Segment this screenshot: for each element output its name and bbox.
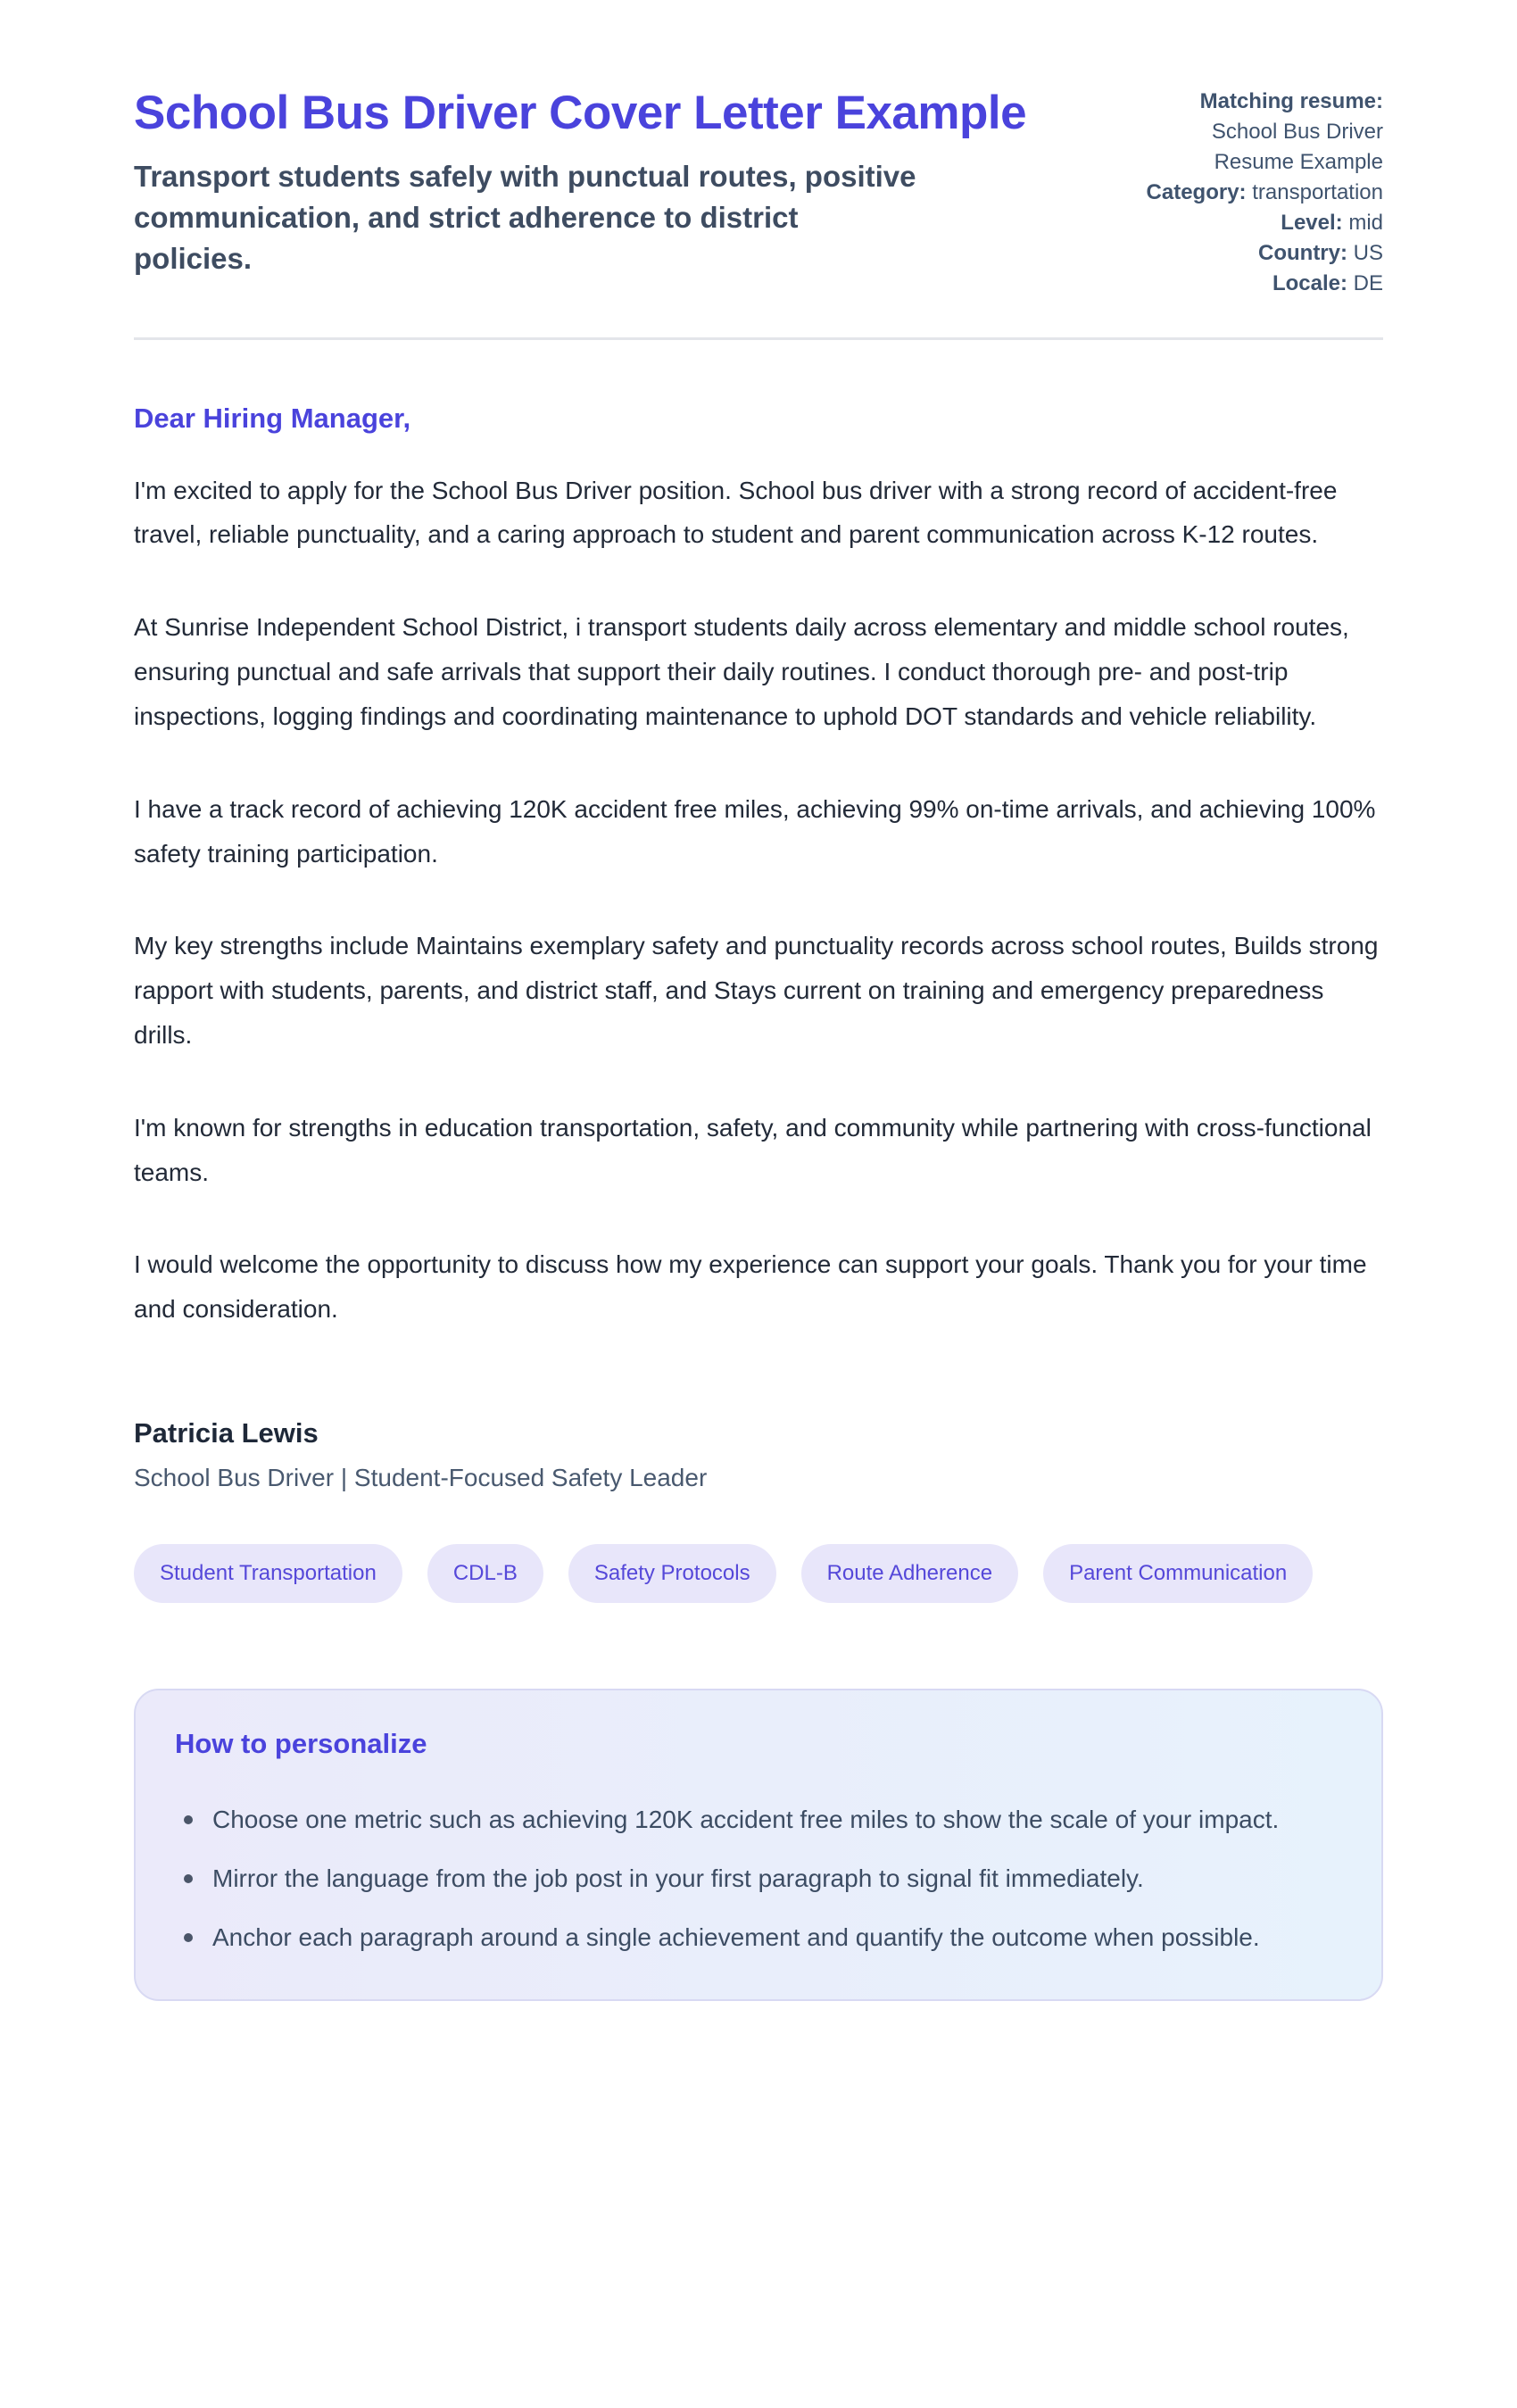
- meta-label: Category:: [1146, 180, 1247, 205]
- meta-item: [1140, 269, 1383, 299]
- header-divider: [134, 337, 1383, 340]
- personalize-bullet: Mirror the language from the job post in your first paragraph to signal fit immediately.: [175, 1856, 1340, 1901]
- letter-paragraphs: [134, 469, 1383, 1333]
- tag-pill: Safety Protocols: [568, 1544, 776, 1603]
- meta-item: [1140, 238, 1383, 269]
- personalize-heading: How to personalize: [175, 1728, 427, 1760]
- meta-label: Locale:: [1272, 271, 1347, 296]
- letter-paragraph: My key strengths include Maintains exemplary safety and punctuality records across school routes, Builds strong rapport with students, parents, and district staff, and Stays current on training and emergency preparedness drills.: [134, 932, 1379, 1049]
- meta-value: DE: [1353, 271, 1383, 296]
- signature-name: Patricia Lewis: [134, 1417, 319, 1449]
- letter-paragraph: At Sunrise Independent School District, i transport students daily across elementary and middle school routes, ensuring punctual and safe arrivals that support their daily routines. I conduct thorough pre- and post-trip inspections, logging findings and coordinating maintenance to uphold DOT standards and vehicle reliability.: [134, 613, 1349, 730]
- personalize-list: [175, 1798, 1340, 1959]
- letter-paragraph: I'm known for strengths in education transportation, safety, and community while partnering with cross-functional teams.: [134, 1113, 1372, 1186]
- meta-label: Country:: [1258, 241, 1347, 266]
- meta-value: mid: [1348, 211, 1383, 236]
- meta-value: US: [1353, 241, 1383, 266]
- meta-item: [1140, 87, 1383, 178]
- meta-item: [1140, 208, 1383, 238]
- meta-value: transportation: [1252, 180, 1383, 205]
- header: [134, 83, 1383, 300]
- meta-item: [1140, 178, 1383, 208]
- meta-label: Matching resume:: [1199, 89, 1383, 113]
- letter-paragraph: I would welcome the opportunity to discuss how my experience can support your goals. Thank you for your time and consideration.: [134, 1250, 1367, 1324]
- tag-list: [134, 1544, 1383, 1603]
- personalize-box: [134, 1689, 1383, 2000]
- header-main: [134, 83, 1114, 279]
- personalize-bullet: Anchor each paragraph around a single achievement and quantify the outcome when possible.: [175, 1915, 1340, 1960]
- meta-value: School Bus Driver Resume Example: [1211, 120, 1383, 175]
- letter-paragraph: I'm excited to apply for the School Bus Driver position. School bus driver with a strong record of accident-free travel, reliable punctuality, and a caring approach to student and parent communication across K-12 routes.: [134, 476, 1338, 549]
- tag-pill: Parent Communication: [1043, 1544, 1313, 1603]
- tag-pill: Route Adherence: [801, 1544, 1018, 1603]
- page-title: School Bus Driver Cover Letter Example: [134, 87, 1027, 139]
- salutation: Dear Hiring Manager,: [134, 402, 411, 434]
- tag-pill: CDL-B: [427, 1544, 543, 1603]
- letter-body: [134, 403, 1383, 2001]
- personalize-bullet: Choose one metric such as achieving 120K accident free miles to show the scale of your impact.: [175, 1798, 1340, 1842]
- signature-role: School Bus Driver | Student-Focused Safety Leader: [134, 1464, 708, 1492]
- tag-pill: Student Transportation: [134, 1544, 402, 1603]
- meta-panel: [1140, 83, 1383, 300]
- page-subtitle: Transport students safely with punctual routes, positive communication, and strict adherence to district policies.: [134, 159, 916, 276]
- letter-paragraph: I have a track record of achieving 120K accident free miles, achieving 99% on-time arrivals, and achieving 100% safety training participation.: [134, 794, 1376, 868]
- meta-label: Level:: [1281, 211, 1343, 236]
